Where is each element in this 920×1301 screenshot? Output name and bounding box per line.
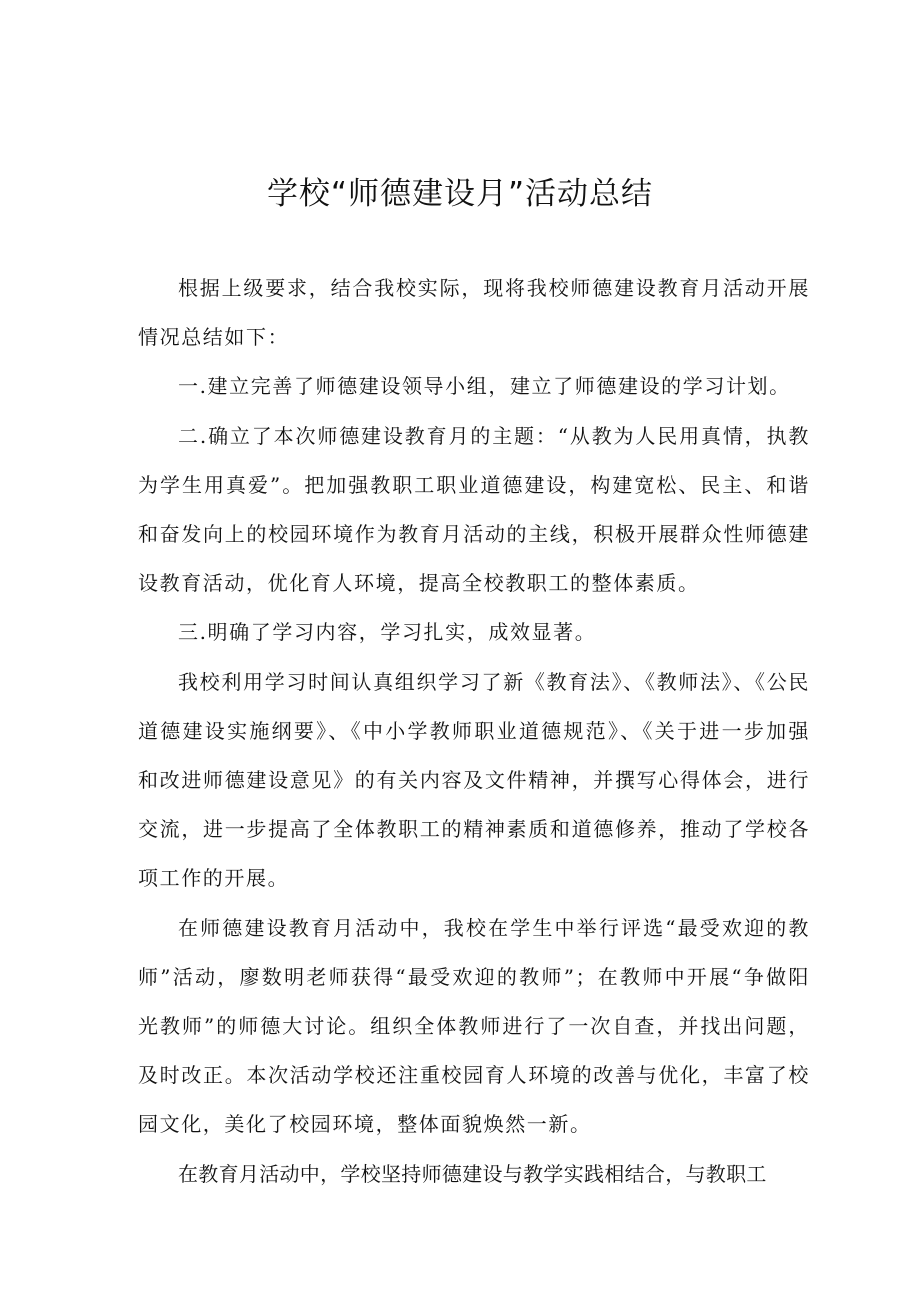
paragraph-item-three: 三.明确了学习内容，学习扎实，成效显著。 (178, 620, 597, 645)
paragraph-practice: 在教育月活动中，学校坚持师德建设与教学实践相结合，与教职工 (178, 1161, 767, 1186)
paragraph-item-two: 二.确立了本次师德建设教育月的主题：“从教为人民用真情，执教为学生用真爱”。把加强教职工职业道德建设，构建宽松、民主、和谐和奋发向上的校园环境作为教育月活动的主线，积极开展群众性师德建设教育活动，优化育人环境，提高全校教职工的整体素质。 (138, 423, 810, 596)
paragraph-item-one: 一.建立完善了师德建设领导小组，建立了师德建设的学习计划。 (178, 374, 791, 399)
paragraph-activities: 在师德建设教育月活动中，我校在学生中举行评选“最受欢迎的教师”活动，廖数明老师获得“最受欢迎的教师”；在教师中开展“争做阳光教师”的师德大讨论。组织全体教师进行了一次自查，并找出问题，及时改正。本次活动学校还注重校园育人环境的改善与优化，丰富了校园文化，美化了校园环境，整体面貌焕然一新。 (138, 915, 810, 1137)
paragraph-study: 我校利用学习时间认真组织学习了新《教育法》、《教师法》、《公民道德建设实施纲要》、《中小学教师职业道德规范》、《关于进一步加强和改进师德建设意见》的有关内容及文件精神，并撰写心得体会，进行交流，进一步提高了全体教职工的精神素质和道德修养，推动了学校各项工作的开展。 (138, 669, 810, 891)
paragraph-intro: 根据上级要求，结合我校实际，现将我校师德建设教育月活动开展情况总结如下： (138, 276, 810, 350)
document-title: 学校“师德建设月”活动总结 (266, 176, 654, 212)
document-body (138, 264, 810, 1199)
